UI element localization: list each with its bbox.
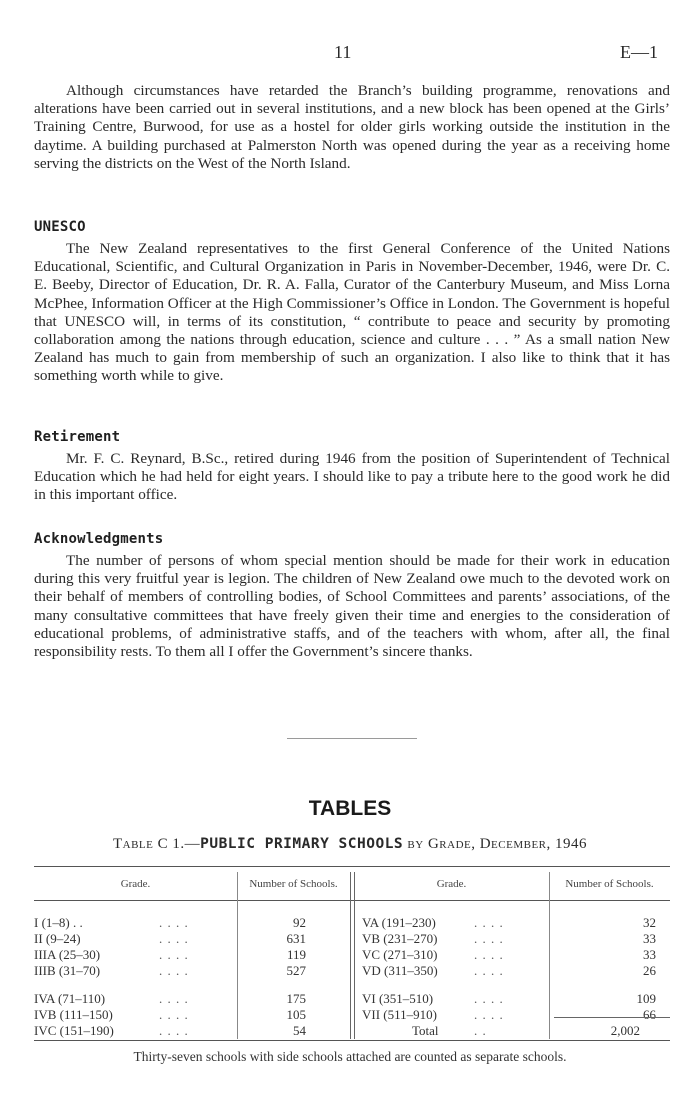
grade-cell: VA (191–230) — [362, 915, 436, 930]
grade-cell: IIIB (31–70) — [34, 963, 101, 978]
leader-dots: . . . . — [159, 1007, 189, 1022]
unesco-paragraph: The New Zealand representatives to the first General Conference of the United Nations Educational, Scientific, and Cultural Organization in Paris in November-December, 1946, were Dr. C. E. Beeby, Director of Education, Dr. R. A. Falla, Curator of the Canterbury Museum, and Miss Lorna McPhee, Information Officer at the High Commissioner’s Office in London. The Government is hopeful that UNESCO will, in terms of its constitution, “ contribute to peace and security by promoting collaboration among the nations through education, science and culture . . . ” As a small nation New Zealand has much to gain from membership of such an organization. I also like to think that it has something worth while to give. — [34, 240, 670, 385]
column-divider — [549, 872, 550, 1039]
column-header-grade: Grade. — [436, 878, 467, 890]
retirement-heading: Retirement — [34, 429, 121, 445]
total-leader-dots: . . — [474, 1023, 487, 1038]
schools-count-cell: 33 — [643, 931, 656, 946]
intro-paragraph: Although circumstances have retarded the Branch’s building programme, renovations and alterations have been carried out in several institutions, and a new block has been opened at the Girls’ Training Centre, Burwood, for use as a hostel for older girls working outside the institution in the daytime. A building purchased at Palmerston North was opened during the year as a receiving home serving the districts on the West of the North Island. — [34, 82, 670, 172]
grade-cell: IVB (111–150) — [34, 1007, 113, 1022]
column-divider — [237, 872, 238, 1039]
schools-count-cell: 119 — [286, 947, 306, 962]
total-value: 2,002 — [610, 1023, 640, 1038]
grade-cell: IVC (151–190) — [34, 1023, 114, 1038]
grade-cell: VD (311–350) — [362, 963, 438, 978]
leader-dots: . . . . — [159, 991, 189, 1006]
leader-dots: . . . . — [159, 1023, 189, 1038]
leader-dots: . . . . — [474, 963, 504, 978]
schools-count-cell: 105 — [286, 1007, 306, 1022]
leader-dots: . . . . — [159, 931, 189, 946]
leader-dots: . . . . — [474, 991, 504, 1006]
leader-dots: . . . . — [159, 947, 189, 962]
unesco-heading: UNESCO — [34, 219, 86, 235]
schools-count-cell: 54 — [293, 1023, 306, 1038]
grade-cell: VI (351–510) — [362, 991, 434, 1006]
schools-count-cell: 92 — [293, 915, 306, 930]
grade-cell: IIIA (25–30) — [34, 947, 101, 962]
schools-count-cell: 109 — [636, 991, 656, 1006]
grade-cell: VC (271–310) — [362, 947, 438, 962]
grade-cell: IVA (71–110) — [34, 991, 106, 1006]
table-footnote: Thirty-seven schools with side schools attached are counted as separate schools. — [133, 1049, 567, 1064]
schools-count-cell: 175 — [286, 991, 306, 1006]
total-label: Total — [412, 1023, 439, 1038]
total-rule — [554, 1017, 670, 1018]
grade-cell: I (1–8) . . — [34, 915, 83, 930]
schools-count-cell: 66 — [643, 1007, 656, 1022]
page-code: E—1 — [620, 42, 658, 62]
acknowledgments-heading: Acknowledgments — [34, 531, 164, 547]
column-double-divider — [350, 872, 355, 1039]
primary-schools-table — [34, 864, 670, 1042]
section-divider — [287, 738, 417, 739]
table-bottom-rule — [34, 1040, 670, 1041]
leader-dots: . . . . — [474, 1007, 504, 1022]
schools-count-cell: 527 — [286, 963, 306, 978]
table-caption-suffix: by Grade, December, 1946 — [403, 836, 588, 852]
grade-cell: VII (511–910) — [362, 1007, 437, 1022]
page-number: 11 — [334, 42, 352, 62]
table-caption — [0, 836, 700, 853]
table-caption-title: PUBLIC PRIMARY SCHOOLS — [200, 836, 404, 852]
column-header-number: Number of Schools. — [249, 878, 338, 890]
tables-title: TABLES — [308, 797, 392, 820]
table-top-rule — [34, 866, 670, 867]
schools-count-cell: 33 — [643, 947, 656, 962]
leader-dots: . . . . — [474, 915, 504, 930]
leader-dots: . . . . — [474, 931, 504, 946]
schools-count-cell: 631 — [286, 931, 306, 946]
schools-count-cell: 26 — [643, 963, 656, 978]
leader-dots: . . . . — [159, 963, 189, 978]
column-header-number: Number of Schools. — [565, 878, 654, 890]
grade-cell: II (9–24) — [34, 931, 81, 946]
retirement-paragraph: Mr. F. C. Reynard, B.Sc., retired during 1946 from the position of Superintendent of Technical Education which he had held for eight years. I should like to pay a tribute here to the good work he did in this important office. — [34, 450, 670, 504]
acknowledgments-paragraph: The number of persons of whom special mention should be made for their work in education during this very fruitful year is legion. The children of New Zealand owe much to the devoted work on their behalf of members of controlling bodies, of School Committees and parents’ associations, of the many consultative committees that have freely given their time and energies to the consideration of educational problems, of administrative staffs, and of the teachers with whom, after all, the final responsibility rests. To them all I offer the Government’s sincere thanks. — [34, 552, 670, 661]
table-caption-prefix: Table C 1.— — [112, 836, 201, 852]
schools-count-cell: 32 — [643, 915, 656, 930]
grade-cell: VB (231–270) — [362, 931, 438, 946]
column-header-grade: Grade. — [120, 878, 151, 890]
leader-dots: . . . . — [159, 915, 189, 930]
leader-dots: . . . . — [474, 947, 504, 962]
